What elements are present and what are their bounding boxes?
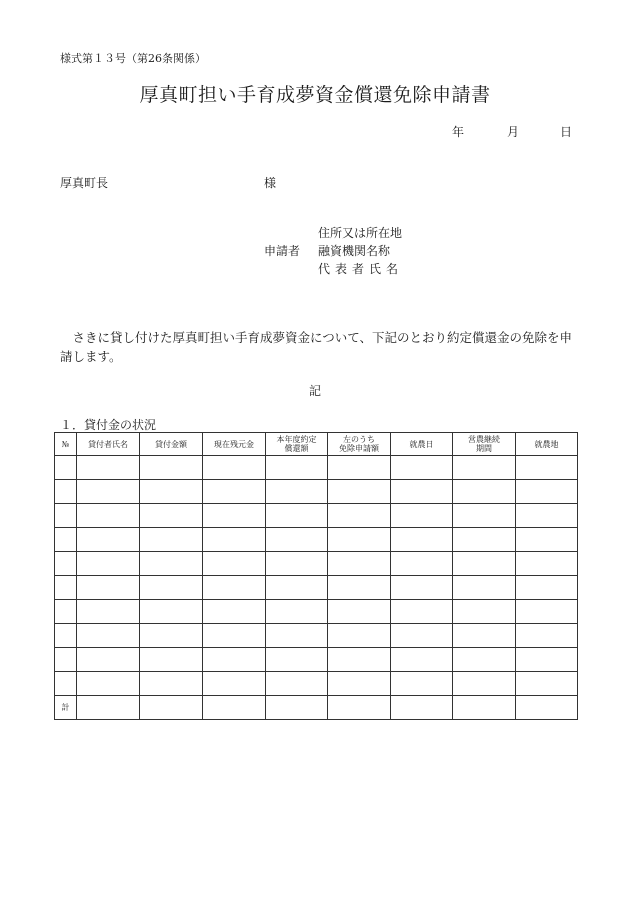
date-day-label: 日 <box>560 125 573 139</box>
cell-exemption-amount <box>328 552 391 576</box>
cell-borrower-name <box>77 480 140 504</box>
section-title: １．貸付金の状況 <box>60 418 157 432</box>
cell-continuation-period <box>453 600 516 624</box>
cell-no <box>55 576 77 600</box>
cell-loan-amount <box>140 552 203 576</box>
cell-exemption-amount <box>328 648 391 672</box>
addressee: 厚真町長 <box>60 176 109 190</box>
form-number: 様式第１３号（第26条関係） <box>60 52 206 65</box>
cell-annual-repayment <box>266 480 328 504</box>
cell-continuation-period <box>453 504 516 528</box>
cell-borrower-name <box>77 552 140 576</box>
table-row <box>55 600 578 624</box>
cell-borrower-name <box>77 504 140 528</box>
cell-farming-location <box>516 600 578 624</box>
table-row <box>55 456 578 480</box>
header-annual-repayment: 本年度約定 償還額 <box>266 433 328 456</box>
cell-annual-repayment <box>266 624 328 648</box>
cell-no <box>55 600 77 624</box>
cell-annual-repayment <box>266 600 328 624</box>
table-row <box>55 648 578 672</box>
cell-farming-start-date <box>391 696 453 720</box>
cell-loan-amount <box>140 456 203 480</box>
cell-annual-repayment <box>266 576 328 600</box>
table-row <box>55 624 578 648</box>
cell-loan-amount <box>140 672 203 696</box>
cell-loan-amount <box>140 480 203 504</box>
cell-farming-start-date <box>391 648 453 672</box>
date-month-label: 月 <box>507 125 520 139</box>
cell-exemption-amount <box>328 480 391 504</box>
cell-continuation-period <box>453 528 516 552</box>
cell-annual-repayment <box>266 456 328 480</box>
cell-farming-location <box>516 480 578 504</box>
cell-remaining-principal <box>203 456 266 480</box>
header-remaining-principal: 現在残元金 <box>203 433 266 456</box>
honorific: 様 <box>264 176 277 190</box>
applicant-label: 申請者 <box>264 244 301 258</box>
cell-exemption-amount <box>328 672 391 696</box>
header-loan-amount: 貸付金額 <box>140 433 203 456</box>
cell-borrower-name <box>77 696 140 720</box>
cell-annual-repayment <box>266 672 328 696</box>
header-continuation-period: 営農継続 期間 <box>453 433 516 456</box>
representative-name-label: 代表者氏名 <box>318 262 404 276</box>
cell-farming-location <box>516 456 578 480</box>
address-label: 住所又は所在地 <box>318 226 403 240</box>
cell-loan-amount <box>140 576 203 600</box>
header-borrower-name: 貸付者氏名 <box>77 433 140 456</box>
cell-farming-location <box>516 672 578 696</box>
table-total-row <box>55 696 578 720</box>
cell-exemption-amount <box>328 504 391 528</box>
cell-remaining-principal <box>203 528 266 552</box>
cell-loan-amount <box>140 504 203 528</box>
cell-loan-amount <box>140 696 203 720</box>
table-row <box>55 504 578 528</box>
header-farming-location: 就農地 <box>516 433 578 456</box>
cell-no <box>55 504 77 528</box>
cell-farming-location <box>516 528 578 552</box>
cell-farming-start-date <box>391 624 453 648</box>
cell-farming-start-date <box>391 480 453 504</box>
table-row <box>55 672 578 696</box>
cell-no <box>55 480 77 504</box>
institution-name-label: 融資機関名称 <box>318 244 391 258</box>
cell-annual-repayment <box>266 648 328 672</box>
cell-exemption-amount <box>328 576 391 600</box>
cell-farming-location <box>516 696 578 720</box>
cell-borrower-name <box>77 624 140 648</box>
page-title: 厚真町担い手育成夢資金償還免除申請書 <box>139 84 491 106</box>
cell-loan-amount <box>140 624 203 648</box>
loan-status-table <box>54 432 578 720</box>
cell-continuation-period <box>453 456 516 480</box>
cell-borrower-name <box>77 600 140 624</box>
ki-heading: 記 <box>308 384 321 398</box>
cell-continuation-period <box>453 576 516 600</box>
cell-remaining-principal <box>203 552 266 576</box>
cell-farming-location <box>516 624 578 648</box>
cell-farming-start-date <box>391 552 453 576</box>
cell-continuation-period <box>453 696 516 720</box>
cell-farming-start-date <box>391 456 453 480</box>
cell-borrower-name <box>77 456 140 480</box>
cell-remaining-principal <box>203 672 266 696</box>
cell-farming-location <box>516 552 578 576</box>
cell-no <box>55 672 77 696</box>
cell-farming-start-date <box>391 528 453 552</box>
cell-annual-repayment <box>266 696 328 720</box>
cell-continuation-period <box>453 552 516 576</box>
cell-remaining-principal <box>203 576 266 600</box>
cell-continuation-period <box>453 624 516 648</box>
cell-farming-start-date <box>391 672 453 696</box>
cell-farming-location <box>516 576 578 600</box>
cell-no <box>55 552 77 576</box>
header-no: № <box>55 433 77 456</box>
cell-loan-amount <box>140 600 203 624</box>
cell-loan-amount <box>140 648 203 672</box>
cell-no <box>55 624 77 648</box>
cell-farming-start-date <box>391 600 453 624</box>
cell-exemption-amount <box>328 600 391 624</box>
cell-remaining-principal <box>203 600 266 624</box>
cell-exemption-amount <box>328 696 391 720</box>
cell-annual-repayment <box>266 528 328 552</box>
cell-remaining-principal <box>203 480 266 504</box>
application-statement: さきに貸し付けた厚真町担い手育成夢資金について、下記のとおり約定償還金の免除を申請します。 <box>60 330 573 364</box>
table-row <box>55 576 578 600</box>
total-label: 計 <box>55 696 77 720</box>
date-year-label: 年 <box>452 125 465 139</box>
cell-borrower-name <box>77 528 140 552</box>
cell-no <box>55 648 77 672</box>
cell-continuation-period <box>453 648 516 672</box>
cell-farming-start-date <box>391 576 453 600</box>
cell-annual-repayment <box>266 504 328 528</box>
cell-annual-repayment <box>266 552 328 576</box>
cell-borrower-name <box>77 576 140 600</box>
table-row <box>55 480 578 504</box>
cell-continuation-period <box>453 672 516 696</box>
header-farming-start-date: 就農日 <box>391 433 453 456</box>
table-row <box>55 528 578 552</box>
cell-remaining-principal <box>203 648 266 672</box>
cell-no <box>55 456 77 480</box>
cell-farming-location <box>516 504 578 528</box>
table-header-row <box>55 433 578 456</box>
cell-farming-start-date <box>391 504 453 528</box>
header-exemption-amount: 左のうち 免除申請額 <box>328 433 391 456</box>
cell-no <box>55 528 77 552</box>
cell-exemption-amount <box>328 528 391 552</box>
cell-borrower-name <box>77 648 140 672</box>
cell-borrower-name <box>77 672 140 696</box>
cell-farming-location <box>516 648 578 672</box>
cell-continuation-period <box>453 480 516 504</box>
cell-remaining-principal <box>203 696 266 720</box>
cell-exemption-amount <box>328 624 391 648</box>
cell-remaining-principal <box>203 504 266 528</box>
cell-exemption-amount <box>328 456 391 480</box>
cell-remaining-principal <box>203 624 266 648</box>
table-row <box>55 552 578 576</box>
cell-loan-amount <box>140 528 203 552</box>
